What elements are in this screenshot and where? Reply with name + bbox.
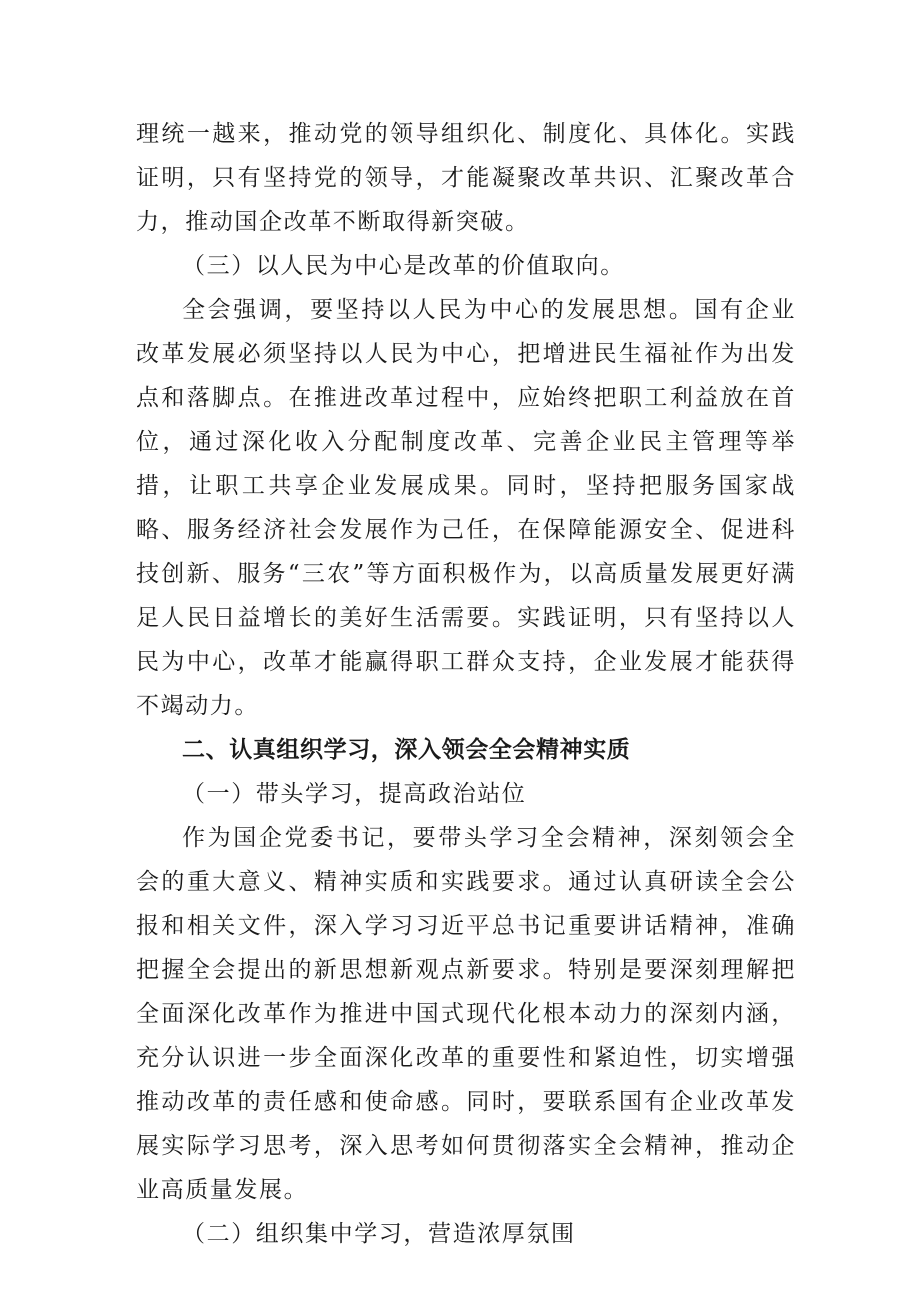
paragraph-people-centered: 全会强调，要坚持以人民为中心的发展思想。国有企业改革发展必须坚持以人民为中心，把增进民生福祉作为出发点和落脚点。在推进改革过程中，应始终把职工利益放在首位，通过深化收入分配制度改革、完善企业民主管理等举措，让职工共享企业发展成果。同时，坚持把服务国家战略、服务经济社会发展作为己任，在保障能源安全、促进科技创新、服务“三农”等方面积极作为，以高质量发展更好满足人民日益增长的美好生活需要。实践证明，只有坚持以人民为中心，改革才能赢得职工群众支持，企业发展才能获得不竭动力。: [136, 297, 796, 719]
document-body: [136, 112, 796, 1256]
subheading-people-centered: （三）以人民为中心是改革的价值取向。: [182, 253, 625, 279]
paragraph-lead-study: 作为国企党委书记，要带头学习全会精神，深刻领会全会的重大意义、精神实质和实践要求。通过认真研读全会公报和相关文件，深入学习习近平总书记重要讲话精神，准确把握全会提出的新思想新观点新要求。特别是要深刻理解把全面深化改革作为推进中国式现代化根本动力的深刻内涵，充分认识进一步全面深化改革的重要性和紧迫性，切实增强推动改革的责任感和使命感。同时，要联系国有企业改革发展实际学习思考，深入思考如何贯彻落实全会精神，推动企业高质量发展。: [136, 825, 796, 1203]
subheading-lead-study: （一）带头学习，提高政治站位: [182, 781, 527, 807]
subheading-organize-study: （二）组织集中学习，营造浓厚氛围: [182, 1221, 576, 1247]
paragraph-party-leadership-continued: 理统一越来，推动党的领导组织化、制度化、具体化。实践证明，只有坚持党的领导，才能凝聚改革共识、汇聚改革合力，推动国企改革不断取得新突破。: [136, 121, 796, 235]
section-heading-study: 二、认真组织学习，深入领会全会精神实质: [182, 737, 631, 763]
